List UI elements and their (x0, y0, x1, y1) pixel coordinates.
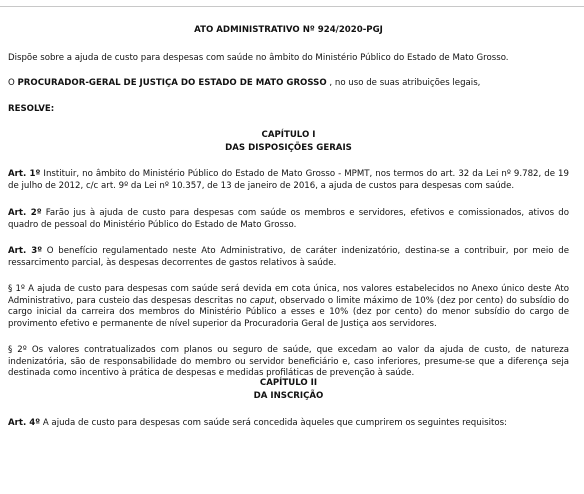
chapter-2-number: CAPÍTULO II (259, 378, 318, 388)
document-title: ATO ADMINISTRATIVO Nº 924/2020-PGJ (194, 25, 383, 35)
paragraph-1-caput: caput (249, 295, 275, 306)
article-3-text: O benefício regulamentado neste Ato Administrativo, de caráter indenizatório, destina-se a contribuir, por meio de ressarcimento parcial, às despesas decorrentes de gastos relativos à saúde. (8, 246, 569, 268)
article-2 (8, 208, 569, 231)
article-4-text: A ajuda de custo para despesas com saúde será concedida àqueles que cumprirem os seguintes requisitos: (40, 418, 507, 428)
article-1-text: Instituir, no âmbito do Ministério Público do Estado de Mato Grosso - MPMT, nos termos do art. 32 da Lei nº 9.782, de 19 de julho de 2012, c/c art. 9º da Lei nº 10.357, de 13 de janeiro de 2016, a ajuda de custos para despesas com saúde. (8, 169, 569, 191)
paragraph-1 (8, 284, 569, 330)
article-3 (8, 246, 569, 269)
article-1 (8, 169, 569, 192)
preambulo-suffix: , no uso de suas atribuições legais, (326, 78, 481, 88)
top-border-line (0, 6, 584, 7)
ementa: Dispõe sobre a ajuda de custo para despesas com saúde no âmbito do Ministério Público do Estado de Mato Grosso. (8, 53, 509, 63)
article-4 (8, 418, 569, 430)
article-2-label: Art. 2º (8, 208, 42, 218)
article-3-label: Art. 3º (8, 246, 43, 256)
chapter-1-title: DAS DISPOSIÇÕES GERAIS (225, 143, 352, 153)
paragraph-1-text-b: , observado o limite máximo de 10% (dez por cento) do subsídio do cargo inicial da carreira dos membros do Ministério Público a esses e 10% (dez por cento) do menor subsídio do cargo de provimento efetivo e permanente de nível superior da Procuradoria Geral de Justiça aos servidores. (8, 295, 569, 329)
paragraph-2: § 2º Os valores contratualizados com planos ou seguro de saúde, que excedam ao valor da ajuda de custo, de natureza indenizatória, são de responsabilidade do membro ou servidor beneficiário e, caso inferiores, presume-se que a diferença seja destinada como incentivo à prática de despesas e medidas profiláticas de prevenção à saúde. (8, 345, 569, 378)
preambulo (8, 78, 569, 90)
paragraph-1-text-a: § 1º A ajuda de custo para despesas com saúde será devida em cota única, nos valores estabelecidos no Anexo único deste Ato Administrativo, para custeio das despesas descritas no (8, 284, 569, 306)
article-1-label: Art. 1º (8, 169, 41, 179)
chapter-2-title: DA INSCRIÇÃO (253, 391, 324, 401)
article-4-label: Art. 4º (8, 418, 41, 428)
preambulo-autoridade: PROCURADOR-GERAL DE JUSTIÇA DO ESTADO DE MATO GROSSO (17, 78, 327, 88)
preambulo-prefix: O (8, 78, 18, 88)
resolve-heading: RESOLVE: (8, 104, 55, 114)
article-2-text: Farão jus à ajuda de custo para despesas com saúde os membros e servidores, efetivos e comissionados, ativos do quadro de pessoal do Ministério Público do Estado de Mato Grosso. (8, 208, 569, 230)
chapter-1-number: CAPÍTULO I (261, 130, 316, 140)
